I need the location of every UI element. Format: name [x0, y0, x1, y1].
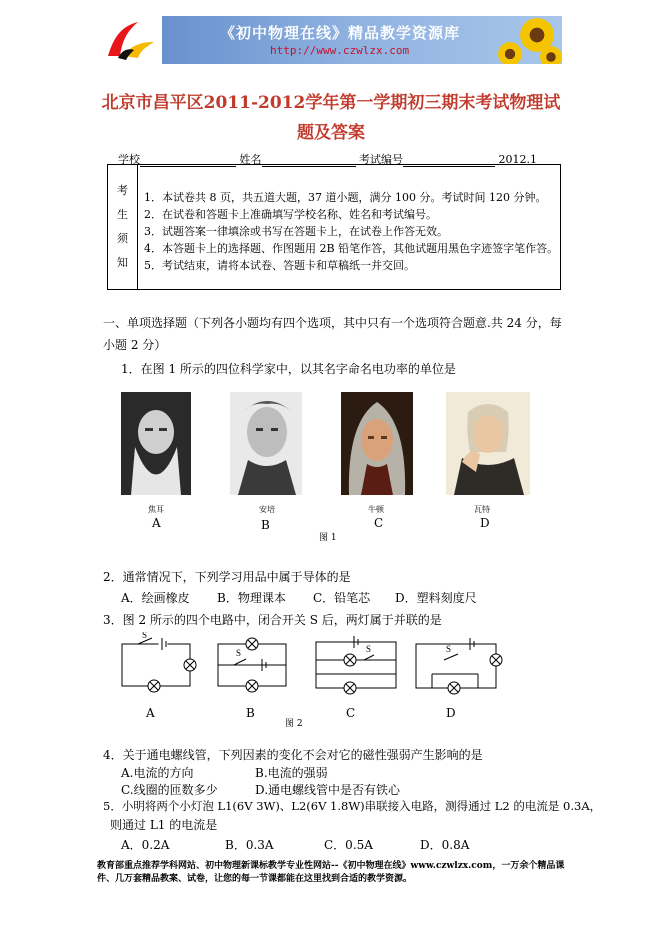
notice-item: 5．考试结束，请将本试卷、答题卡和草稿纸一并交回。	[144, 259, 415, 272]
notice-side-label: 考 生 须 知	[108, 165, 138, 289]
option: D.通电螺线管中是否有铁心	[255, 783, 401, 797]
notice-item: 2．在试卷和答题卡上准确填写学校名称、姓名和考试编号。	[144, 208, 437, 221]
option-letter: A	[146, 706, 155, 720]
option-letter: B	[261, 518, 270, 532]
figure-caption: 图 2	[285, 719, 303, 729]
portrait-ampere	[230, 392, 302, 495]
question-5-cont: 则通过 L1 的电流是	[110, 818, 218, 832]
notice-item: 3．试题答案一律填涂或书写在答题卡上，在试卷上作答无效。	[144, 225, 448, 238]
option-letter: B	[246, 706, 255, 720]
option-letter: A	[152, 516, 161, 530]
switch-label: S	[366, 644, 372, 654]
switch-label: S	[236, 648, 242, 658]
circuit-diagrams	[112, 632, 512, 698]
banner-title: 《初中物理在线》精品教学资源库	[220, 24, 461, 42]
name-label: 姓名	[239, 153, 262, 166]
exam-date: 2012.1	[498, 153, 537, 166]
banner-url[interactable]: http://www.czwlzx.com	[270, 44, 410, 57]
option: A.电流的方向	[121, 766, 194, 780]
option-letter: D	[446, 706, 456, 720]
option: C．铅笔芯	[313, 591, 371, 605]
option-letter: D	[480, 516, 490, 530]
sunflower-icon	[540, 46, 562, 64]
option: D．塑料刻度尺	[395, 591, 477, 605]
header-banner	[100, 16, 562, 64]
option: B．0.3A	[225, 838, 274, 852]
page-title: 北京市昌平区2011-2012学年第一学期初三期末考试物理试题及答案	[101, 93, 561, 143]
portrait-watt	[446, 392, 530, 495]
switch-label: S	[446, 644, 452, 654]
switch-label: S	[142, 632, 148, 640]
exam-notice-box	[107, 164, 561, 290]
option-letter: C	[346, 706, 356, 720]
notice-item: 4．本答题卡上的选择题、作图题用 2B 铅笔作答，其他试题用黑色字迹签字笔作答。	[144, 242, 559, 255]
scientist-name: 瓦特	[474, 505, 490, 514]
option: C．0.5A	[324, 838, 373, 852]
question-4: 4．关于通电螺线管，下列因素的变化不会对它的磁性强弱产生影响的是	[103, 748, 483, 762]
sunflower-icon	[498, 42, 522, 64]
question-2: 2．通常情况下，下列学习用品中属于导体的是	[103, 570, 351, 584]
option: A．绘画橡皮	[121, 591, 190, 605]
option: B.电流的强弱	[255, 766, 328, 780]
option-letter: C	[374, 516, 384, 530]
option: C.线圈的匝数多少	[121, 783, 218, 797]
exam-no-label: 考试编号	[359, 153, 403, 166]
site-logo	[100, 16, 162, 64]
section-heading: 一、单项选择题（下列各小题均有四个选项，其中只有一个选项符合题意.共 24 分，每小题 2 分）	[103, 316, 562, 352]
figure-caption: 图 1	[319, 533, 337, 543]
portrait-joule	[121, 392, 191, 495]
school-label: 学校	[118, 153, 140, 166]
scientist-name: 焦耳	[148, 505, 164, 514]
option: A．0.2A	[121, 838, 170, 852]
question-3: 3．图 2 所示的四个电路中，闭合开关 S 后，两灯属于并联的是	[103, 613, 442, 627]
scientist-name: 安培	[259, 505, 275, 514]
question-1: 1．在图 1 所示的四位科学家中，以其名字命名电功率的单位是	[121, 362, 456, 376]
notice-item: 1．本试卷共 8 页，共五道大题，37 道小题，满分 100 分。考试时间 120 分钟。	[144, 191, 547, 204]
footer-ad: 教育部重点推荐学科网站、初中物理新课标教学专业性网站--《初中物理在线》www.czwlzx.com，一万余个精品课件、几万套精品教案、试卷，让您的每一节课都能在这里找到合适的教学资源。	[97, 861, 565, 884]
question-5: 5．小明将两个小灯泡 L1(6V 3W)、L2(6V 1.8W)串联接入电路，测得通过 L2 的电流是 0.3A，	[103, 799, 602, 813]
option: D．0.8A	[420, 838, 470, 852]
portrait-newton	[341, 392, 413, 495]
notice-list	[144, 189, 558, 274]
scientist-name: 牛顿	[368, 505, 384, 514]
option: B．物理课本	[217, 591, 286, 605]
